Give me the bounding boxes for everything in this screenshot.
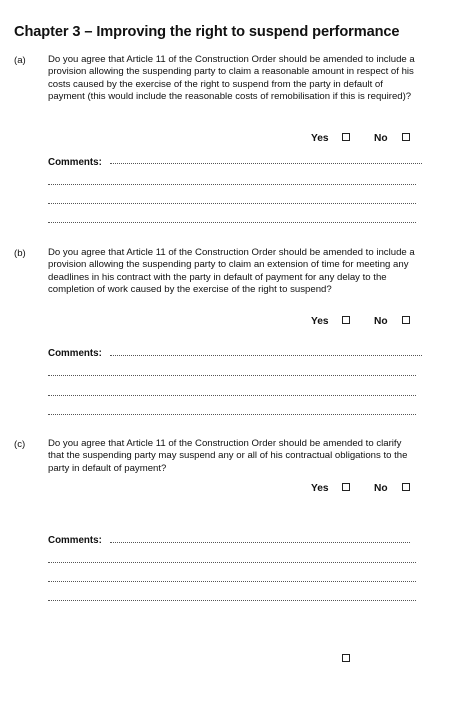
- question-c-label: (c): [14, 439, 26, 450]
- question-b-comment-line[interactable]: [48, 375, 416, 376]
- question-b-comments-label: Comments:: [48, 348, 102, 359]
- question-a-no-checkbox[interactable]: [402, 133, 410, 141]
- question-b-no-label: No: [374, 316, 388, 327]
- question-c-text: Do you agree that Article 11 of the Construction Order should be amended to clarify that the suspending party may suspend any or all of his contractual obligations to the party in default of payment?: [48, 438, 408, 474]
- question-a-text: Do you agree that Article 11 of the Construction Order should be amended to include a provision allowing the suspending party to claim a reasonable amount in respect of his costs caused by the exercise of the right to suspend from the party in default of payment (this would include the reasonable costs of remobilisation if this is required)?: [48, 54, 415, 103]
- question-a-yes-checkbox[interactable]: [342, 133, 350, 141]
- question-c-comment-line[interactable]: [110, 542, 410, 543]
- question-c-yes-checkbox[interactable]: [342, 483, 350, 491]
- question-c-comment-line[interactable]: [48, 600, 416, 601]
- page-title: Chapter 3 – Improving the right to suspend performance: [14, 24, 400, 40]
- question-b-yes-label: Yes: [311, 316, 329, 327]
- standalone-checkbox[interactable]: [342, 654, 350, 662]
- question-a-comment-line[interactable]: [48, 203, 416, 204]
- question-c-yes-label: Yes: [311, 483, 329, 494]
- question-a-comments-label: Comments:: [48, 157, 102, 168]
- question-a-comment-line[interactable]: [48, 184, 416, 185]
- question-b-no-checkbox[interactable]: [402, 316, 410, 324]
- question-b-comment-line[interactable]: [48, 395, 416, 396]
- question-a-no-label: No: [374, 133, 388, 144]
- question-c-comment-line[interactable]: [48, 581, 416, 582]
- question-b-label: (b): [14, 248, 26, 259]
- question-a-label: (a): [14, 55, 26, 66]
- question-b-comment-line[interactable]: [110, 355, 422, 356]
- question-b-comment-line[interactable]: [48, 414, 416, 415]
- question-c-no-checkbox[interactable]: [402, 483, 410, 491]
- question-b-yes-checkbox[interactable]: [342, 316, 350, 324]
- question-c-comments-label: Comments:: [48, 535, 102, 546]
- question-a-comment-line[interactable]: [48, 222, 416, 223]
- question-c-no-label: No: [374, 483, 388, 494]
- question-a-comment-line[interactable]: [110, 163, 422, 164]
- question-a-yes-label: Yes: [311, 133, 329, 144]
- question-b-text: Do you agree that Article 11 of the Construction Order should be amended to include a provision allowing the suspending party to claim an extension of time for meeting any deadlines in his contract with the party in default of payment for any delay to the completion of work caused by the exercise of the right to suspend?: [48, 247, 415, 296]
- question-c-comment-line[interactable]: [48, 562, 416, 563]
